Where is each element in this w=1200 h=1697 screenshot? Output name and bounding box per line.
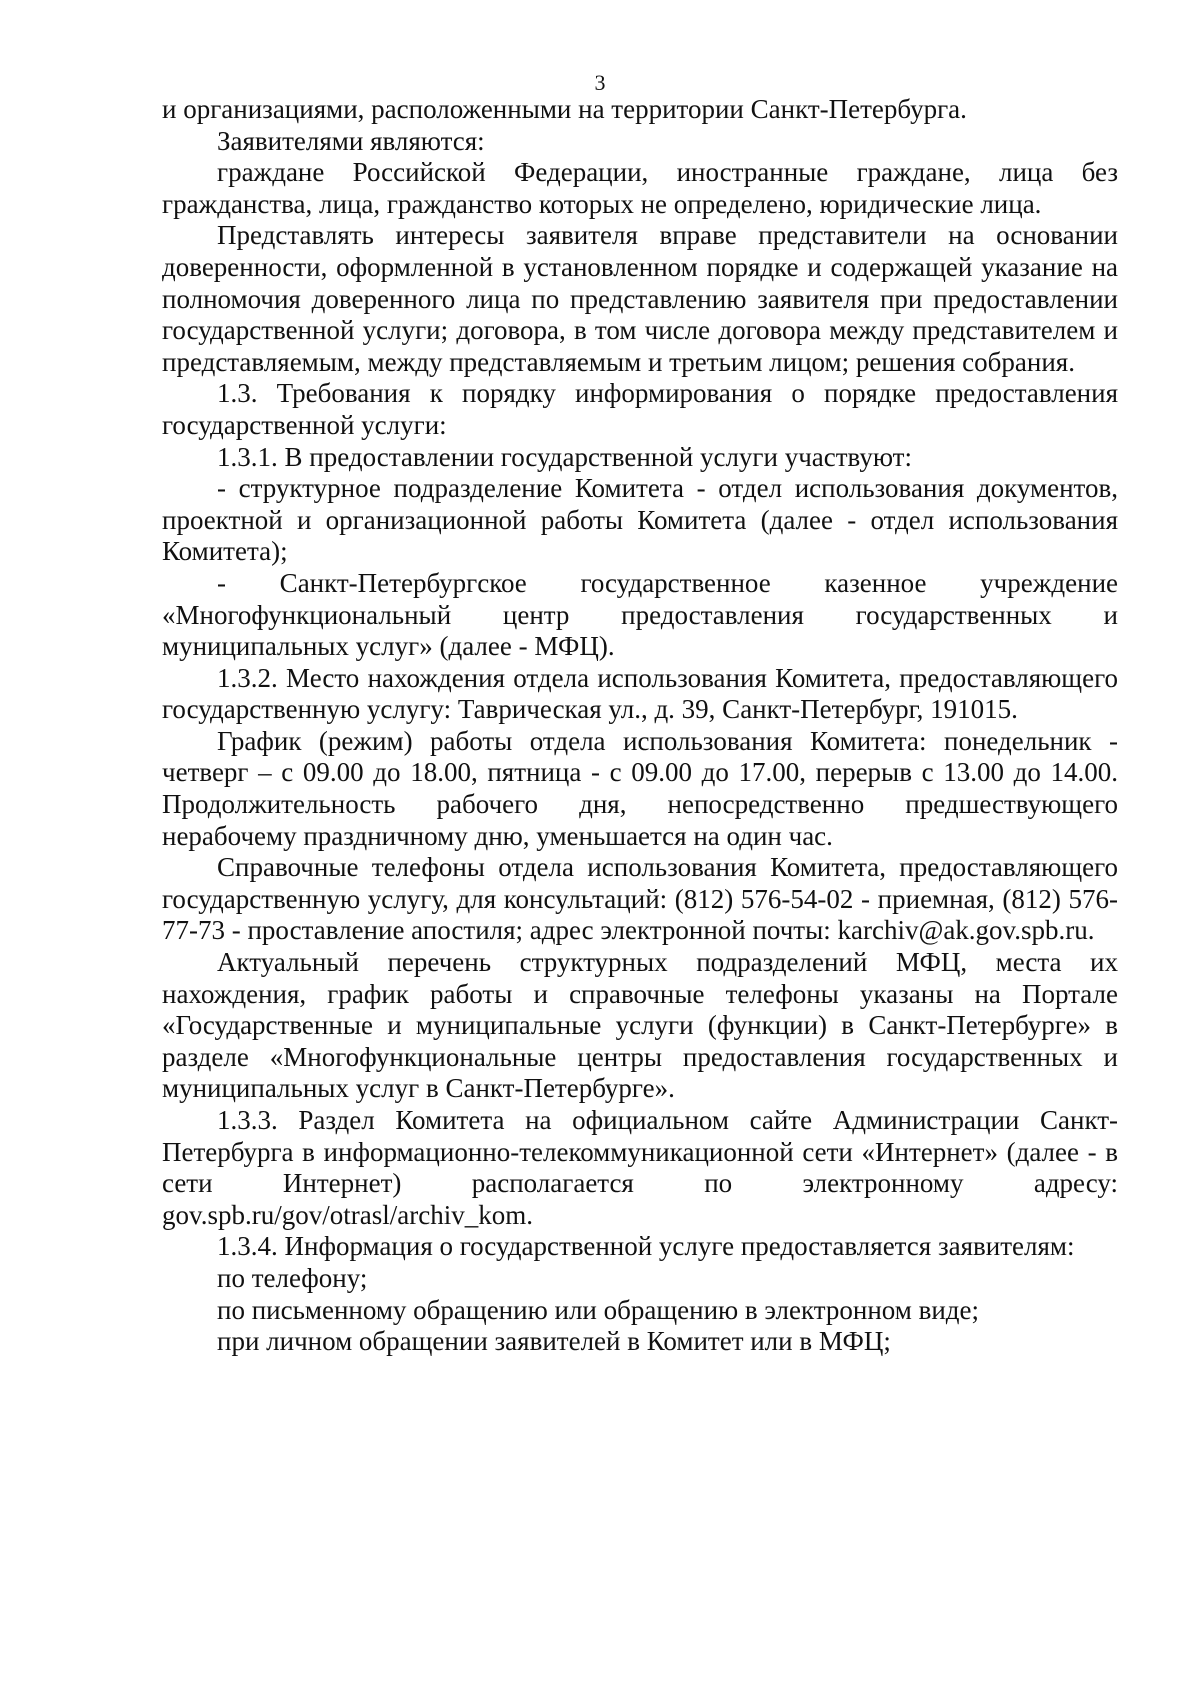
paragraph-schedule: График (режим) работы отдела использования Комитета: понедельник - четверг – с 09.00 до 18.00, пятница - с 09.00 до 17.00, перерыв с 13.00 до 14.00. Продолжительность рабочего дня, непосредственно предшествующего нерабочему праздничному дню, уменьшается на один час. [162, 725, 1118, 851]
paragraph-applicants-list: граждане Российской Федерации, иностранные граждане, лица без гражданства, лица, гражданство которых не определено, юридические лица. [162, 157, 1118, 219]
paragraph-participant-committee: - структурное подразделение Комитета - отдел использования документов, проектной и организационной работы Комитета (далее - отдел использования Комитета); [162, 473, 1118, 567]
paragraph-section-1-3-1: 1.3.1. В предоставлении государственной услуги участвуют: [217, 441, 912, 472]
paragraph-participant-mfc: - Санкт-Петербургское государственное казенное учреждение «Многофункциональный центр предоставления государственных и муниципальных услуг» (далее - МФЦ). [162, 567, 1118, 662]
paragraph-section-1-3-3: 1.3.3. Раздел Комитета на официальном сайте Администрации Санкт-Петербурга в информационно-телекоммуникационной сети «Интернет» (далее - в сети Интернет) располагается по электронному адресу: gov.spb.ru/gov/otrasl/archiv_kom. [162, 1105, 1118, 1230]
paragraph-section-1-3-2: 1.3.2. Место нахождения отдела использования Комитета, предоставляющего государственную услугу: Таврическая ул., д. 39, Санкт-Петербург, 191015. [162, 662, 1118, 725]
paragraph-section-1-3: 1.3. Требования к порядку информирования о порядке предоставления государственной услуги: [162, 378, 1118, 440]
paragraph-representatives: Представлять интересы заявителя вправе представители на основании доверенности, оформленной в установленном порядке и содержащей указание на полномочия доверенного лица по представлению заявителя при предоставлении государственной услуги; договора, в том числе договора между представителем и представляемым, между представляемым и третьим лицом; решения собрания. [162, 220, 1118, 377]
paragraph-by-letter: по письменному обращению или обращению в электронном виде; [217, 1294, 980, 1325]
paragraph-mfc-list: Актуальный перечень структурных подразделений МФЦ, места их нахождения, график работы и справочные телефоны указаны на Портале «Государственные и муниципальные услуги (функции) в Санкт-Петербурге» в разделе «Многофункциональные центры предоставления государственных и муниципальных услуг в Санкт-Петербурге». [162, 947, 1118, 1104]
paragraph-continuation: и организациями, расположенными на территории Санкт-Петербурга. [162, 94, 967, 124]
page-number: 3 [594, 70, 606, 95]
paragraph-applicants-heading: Заявителями являются: [217, 125, 485, 156]
paragraph-section-1-3-4: 1.3.4. Информация о государственной услуге предоставляется заявителям: [217, 1231, 1075, 1262]
paragraph-phones: Справочные телефоны отдела использования Комитета, предоставляющего государственную услугу, для консультаций: (812) 576-54-02 - приемная, (812) 576-77-73 - проставление апостиля; адрес электронной почты: karchiv@ak.gov.spb.ru. [162, 852, 1118, 946]
paragraph-in-person: при личном обращении заявителей в Комитет или в МФЦ; [217, 1326, 891, 1357]
paragraph-by-phone: по телефону; [217, 1262, 368, 1293]
document-body [162, 94, 1118, 1358]
